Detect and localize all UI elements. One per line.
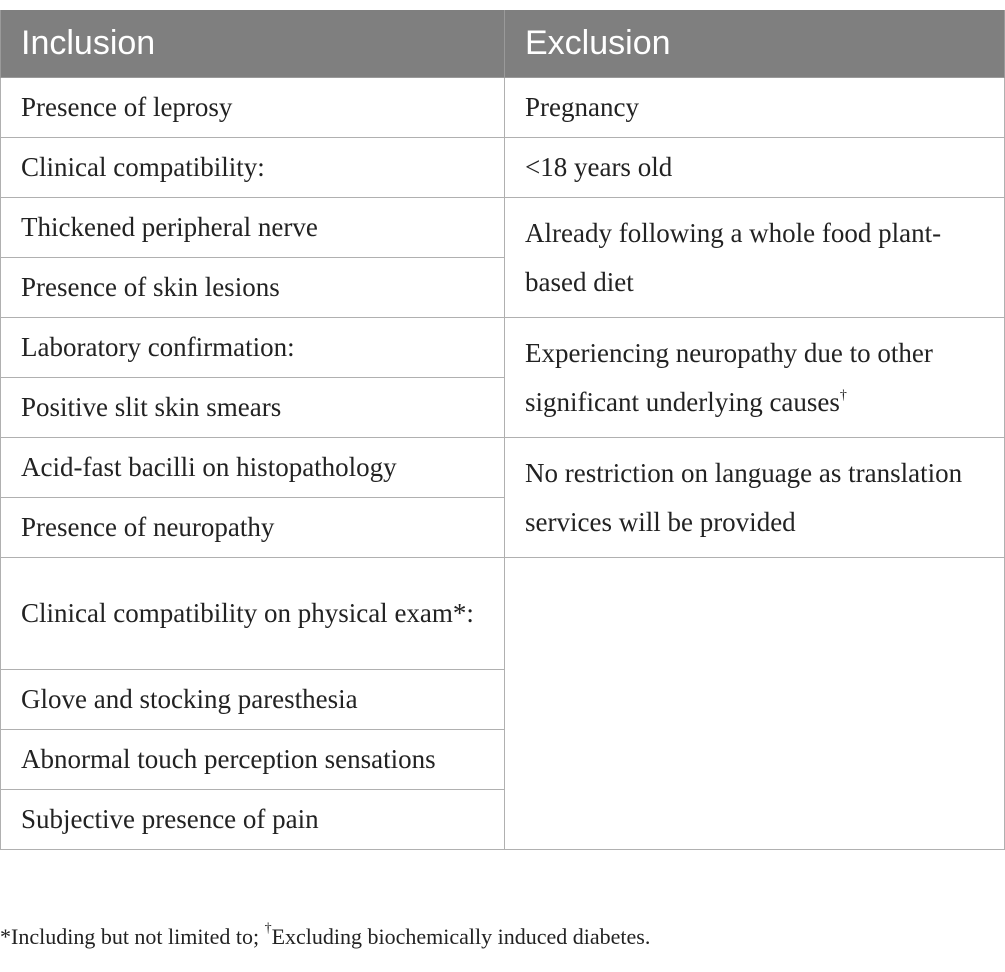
exclusion-cell: [505, 318, 1005, 438]
inclusion-header: Inclusion: [1, 10, 505, 78]
exclusion-text: Experiencing neuropathy due to other significant underlying causes: [525, 337, 933, 417]
footnote-text: Excluding biochemically induced diabetes.: [271, 924, 651, 949]
inclusion-cell: Clinical compatibility on physical exam*:: [1, 558, 505, 670]
table-row: [1, 138, 1005, 198]
inclusion-cell: Glove and stocking paresthesia: [1, 670, 505, 730]
table-footnote: [0, 921, 651, 950]
exclusion-cell: Already following a whole food plant-based diet: [505, 198, 1005, 318]
exclusion-header: Exclusion: [505, 10, 1005, 78]
dagger-mark: †: [839, 387, 847, 403]
table-row: [1, 318, 1005, 378]
inclusion-cell: Presence of neuropathy: [1, 498, 505, 558]
inclusion-cell: Abnormal touch perception sensations: [1, 730, 505, 790]
footnote-mark: *: [0, 924, 11, 949]
table-row: [1, 198, 1005, 258]
exclusion-cell: Pregnancy: [505, 78, 1005, 138]
empty-exclusion-cell: [505, 558, 1005, 850]
inclusion-cell: Laboratory confirmation:: [1, 318, 505, 378]
inclusion-cell: Presence of skin lesions: [1, 258, 505, 318]
table-row: [1, 438, 1005, 498]
inclusion-cell: Presence of leprosy: [1, 78, 505, 138]
inclusion-cell: Thickened peripheral nerve: [1, 198, 505, 258]
criteria-table: [0, 10, 1005, 850]
table-row: [1, 78, 1005, 138]
exclusion-cell: <18 years old: [505, 138, 1005, 198]
inclusion-cell: Subjective presence of pain: [1, 790, 505, 850]
inclusion-cell: Acid-fast bacilli on histopathology: [1, 438, 505, 498]
footnote-mark: †: [264, 921, 272, 936]
inclusion-cell: Positive slit skin smears: [1, 378, 505, 438]
footnote-text: Including but not limited to;: [11, 924, 265, 949]
exclusion-cell: No restriction on language as translation services will be provided: [505, 438, 1005, 558]
table-row: [1, 558, 1005, 670]
header-row: [1, 10, 1005, 78]
inclusion-cell: Clinical compatibility:: [1, 138, 505, 198]
